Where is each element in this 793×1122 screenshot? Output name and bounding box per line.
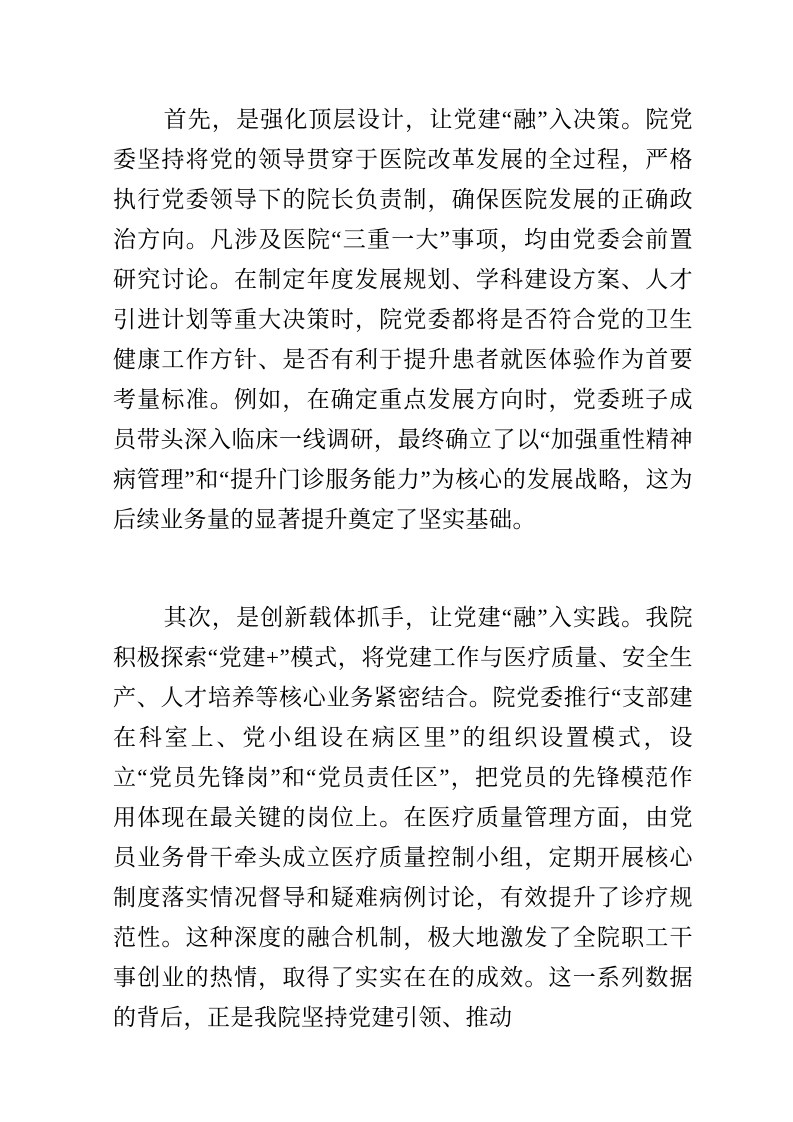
paragraph-innovation-carrier: 其次，是创新载体抓手，让党建“融”入实践。我院积极探索“党建+”模式，将党建工作与医疗质量、安全生产、人才培养等核心业务紧密结合。院党委推行“支部建在科室上、党小组设在病区里”的组织设置模式，设立“党员先锋岗”和“党员责任区”，把党员的先锋模范作用体现在最关键的岗位上。在医疗质量管理方面，由党员业务骨干牵头成立医疗质量控制小组，定期开展核心制度落实情况督导和疑难病例讨论，有效提升了诊疗规范性。这种深度的融合机制，极大地激发了全院职工干事创业的热情，取得了实实在在的成效。这一系列数据的背后，正是我院坚持党建引领、推动 [113,605,693,1030]
document-text-block [113,100,693,1038]
paragraph-top-level-design: 首先，是强化顶层设计，让党建“融”入决策。院党委坚持将党的领导贯穿于医院改革发展的全过程，严格执行党委领导下的院长负责制，确保医院发展的正确政治方向。凡涉及医院“三重一大”事项，均由党委会前置研究讨论。在制定年度发展规划、学科建设方案、人才引进计划等重大决策时，院党委都将是否符合党的卫生健康工作方针、是否有利于提升患者就医体验作为首要考量标准。例如，在确定重点发展方向时，党委班子成员带头深入临床一线调研，最终确立了以“加强重性精神病管理”和“提升门诊服务能力”为核心的发展战略，这为后续业务量的显著提升奠定了坚实基础。 [113,107,693,532]
